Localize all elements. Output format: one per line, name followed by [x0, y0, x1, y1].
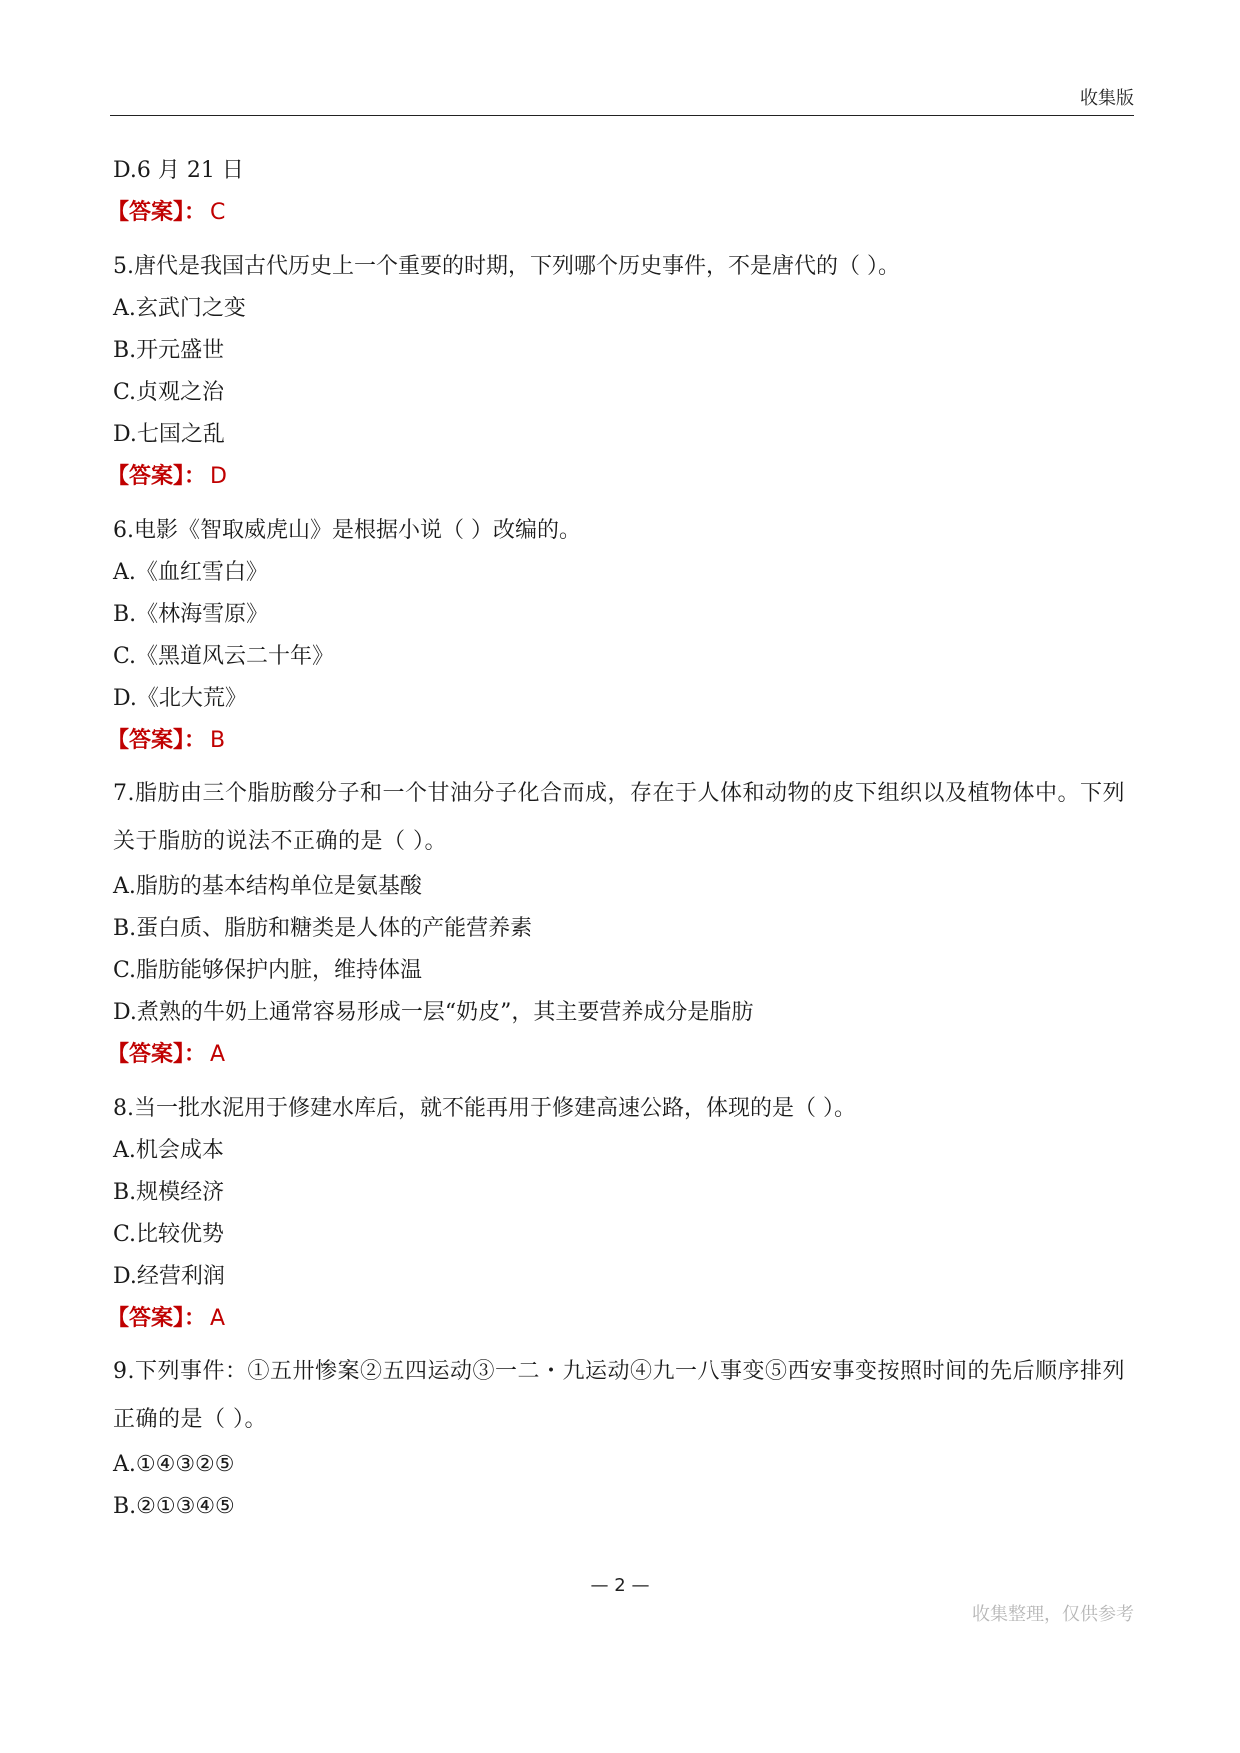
option-item: B.②①③④⑤	[113, 1494, 235, 1519]
answer-label: 【答案】：	[107, 464, 207, 489]
option-item: D.经营利润	[113, 1264, 225, 1289]
question-text: 6.电影《智取威虎山》是根据小说（ ）改编的。	[113, 518, 581, 543]
option-item: D.七国之乱	[113, 422, 225, 447]
option-item: A.《血红雪白》	[113, 560, 268, 585]
page-number: — 2 —	[590, 1575, 650, 1596]
option-item: A.脂肪的基本结构单位是氨基酸	[113, 874, 422, 899]
option-item: D.《北大荒》	[113, 686, 247, 711]
option-item: B.规模经济	[113, 1180, 225, 1205]
answer-label: 【答案】：	[107, 728, 207, 753]
answer-value: D	[210, 464, 227, 489]
option-item: C.脂肪能够保护内脏，维持体温	[113, 958, 423, 983]
option-item: B.蛋白质、脂肪和糖类是人体的产能营养素	[113, 916, 533, 941]
option-item: C.《黑道风云二十年》	[113, 644, 335, 669]
answer-line	[107, 1034, 1133, 1076]
answer-label: 【答案】：	[107, 200, 207, 225]
question-text: 9.下列事件：①五卅惨案②五四运动③一二・九运动④九一八事变⑤西安事变按照时间的先后顺序排列正确的是（ ）。	[113, 1359, 1125, 1432]
watermark: 收集整理，仅供参考	[972, 1604, 1134, 1625]
answer-line	[107, 1298, 1133, 1340]
option-item: A.机会成本	[113, 1138, 224, 1163]
option-item: D.煮熟的牛奶上通常容易形成一层“奶皮”，其主要营养成分是脂肪	[113, 1000, 754, 1025]
header-label: 收集版	[1080, 88, 1134, 109]
question-text: 5.唐代是我国古代历史上一个重要的时期，下列哪个历史事件，不是唐代的（ ）。	[113, 254, 900, 279]
answer-value: C	[210, 200, 226, 225]
option-item: B.开元盛世	[113, 338, 225, 363]
answer-line	[107, 456, 1133, 498]
option-item: B.《林海雪原》	[113, 602, 269, 627]
answer-value: B	[210, 728, 226, 753]
header-rule	[110, 115, 1134, 116]
option-item: D.6 月 21 日	[113, 158, 244, 183]
answer-value: A	[210, 1306, 226, 1331]
answer-label: 【答案】：	[107, 1306, 207, 1331]
answer-line	[107, 192, 1133, 234]
option-item: A.①④③②⑤	[113, 1452, 235, 1477]
answer-line	[107, 720, 1133, 762]
option-item: C.比较优势	[113, 1222, 225, 1247]
option-item: A.玄武门之变	[113, 296, 246, 321]
answer-value: A	[210, 1042, 226, 1067]
option-item: C.贞观之治	[113, 380, 225, 405]
answer-label: 【答案】：	[107, 1042, 207, 1067]
question-text: 7.脂肪由三个脂肪酸分子和一个甘油分子化合而成，存在于人体和动物的皮下组织以及植物体中。下列关于脂肪的说法不正确的是（ ）。	[113, 781, 1125, 854]
document-body	[107, 150, 1133, 1528]
question-text: 8.当一批水泥用于修建水库后，就不能再用于修建高速公路，体现的是（ ）。	[113, 1096, 856, 1121]
